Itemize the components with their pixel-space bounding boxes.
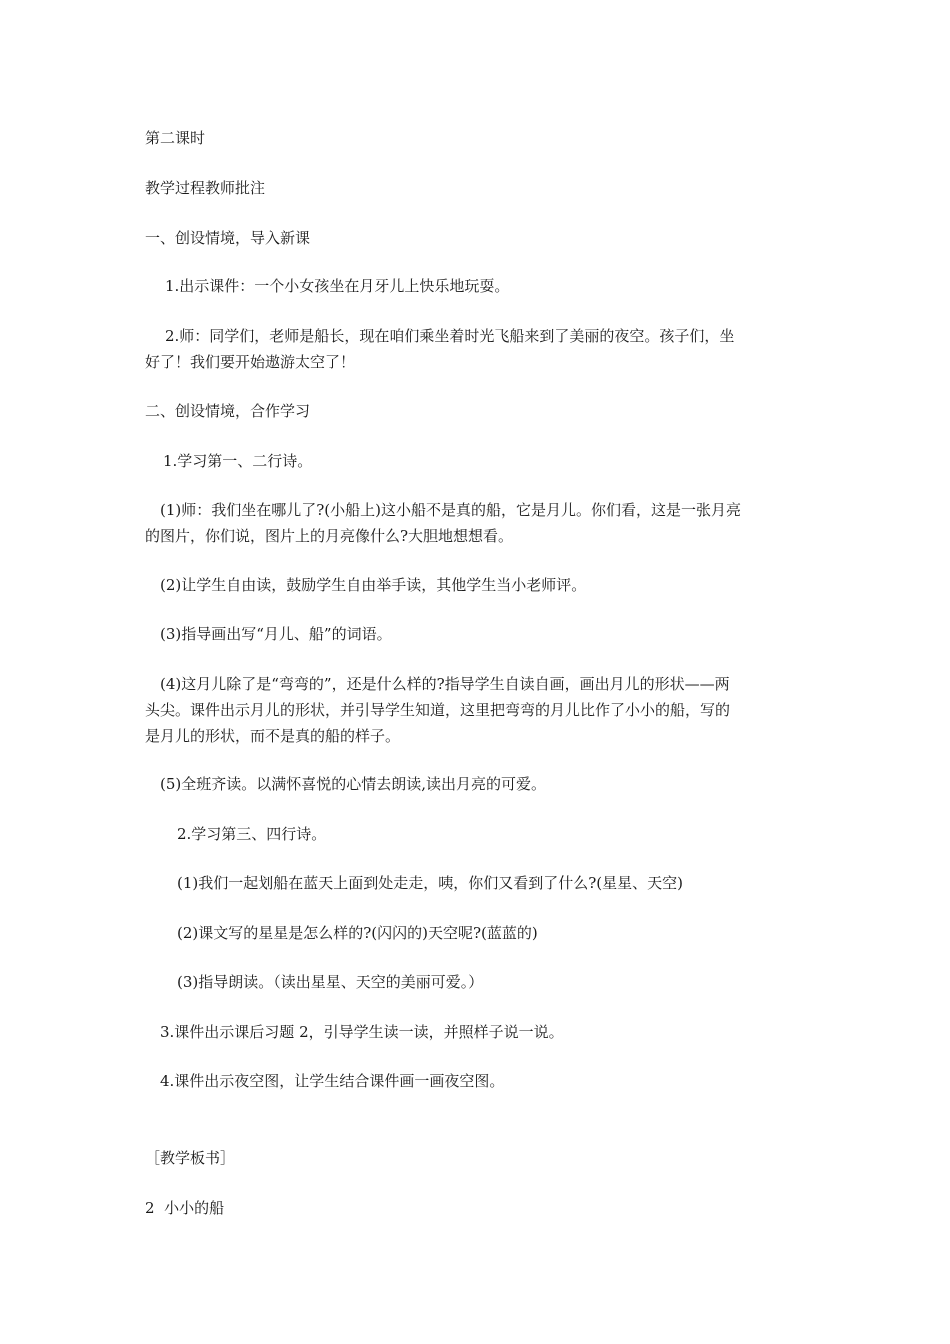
section-1-item-2-line-1: 2.师：同学们，老师是船长，现在咱们乘坐着时光飞船来到了美丽的夜空。孩子们，坐 — [165, 327, 735, 345]
section-2-heading: 二、创设情境，合作学习 — [145, 402, 311, 420]
process-heading: 教学过程教师批注 — [145, 179, 266, 197]
part-1-q4-line-2: 头尖。课件出示月儿的形状，并引导学生知道，这里把弯弯的月儿比作了小小的船，写的 — [145, 701, 731, 719]
section-2-item-3: 3.课件出示课后习题 2，引导学生读一读，并照样子说一说。 — [160, 1023, 564, 1041]
part-2-q1: (1)我们一起划船在蓝天上面到处走走，咦，你们又看到了什么?(星星、天空) — [177, 874, 683, 892]
part-1-q1-line-2: 的图片，你们说，图片上的月亮像什么?大胆地想想看。 — [145, 527, 514, 545]
part-2-q2: (2)课文写的星星是怎么样的?(闪闪的)天空呢?(蓝蓝的) — [177, 924, 538, 942]
part-1-q1-line-1: (1)师：我们坐在哪儿了?(小船上)这小船不是真的船，它是月儿。你们看，这是一张月亮 — [160, 501, 741, 519]
part-1-q5: (5)全班齐读。以满怀喜悦的心情去朗读,读出月亮的可爱。 — [160, 775, 547, 793]
section-1-item-2-line-2: 好了！我们要开始遨游太空了！ — [145, 353, 356, 371]
part-1-q4-line-1: (4)这月儿除了是“弯弯的”，还是什么样的?指导学生自读自画，画出月儿的形状——两 — [160, 675, 730, 693]
board-heading: ［教学板书］ — [145, 1149, 236, 1167]
part-1-heading: 1.学习第一、二行诗。 — [163, 452, 313, 470]
part-1-q4-line-3: 是月儿的形状，而不是真的船的样子。 — [145, 727, 401, 745]
section-2-item-4: 4.课件出示夜空图，让学生结合课件画一画夜空图。 — [160, 1072, 505, 1090]
part-1-q2: (2)让学生自由读，鼓励学生自由举手读，其他学生当小老师评。 — [160, 576, 587, 594]
part-1-q3: (3)指导画出写“月儿、船”的词语。 — [160, 625, 392, 643]
part-2-q3: (3)指导朗读。（读出星星、天空的美丽可爱。） — [177, 973, 484, 991]
section-1-item-1: 1.出示课件：一个小女孩坐在月牙儿上快乐地玩耍。 — [165, 277, 510, 295]
part-2-heading: 2.学习第三、四行诗。 — [177, 825, 327, 843]
board-title: 2 小小的船 — [145, 1199, 225, 1217]
section-1-heading: 一、创设情境，导入新课 — [145, 229, 311, 247]
lesson-title: 第二课时 — [145, 129, 206, 147]
